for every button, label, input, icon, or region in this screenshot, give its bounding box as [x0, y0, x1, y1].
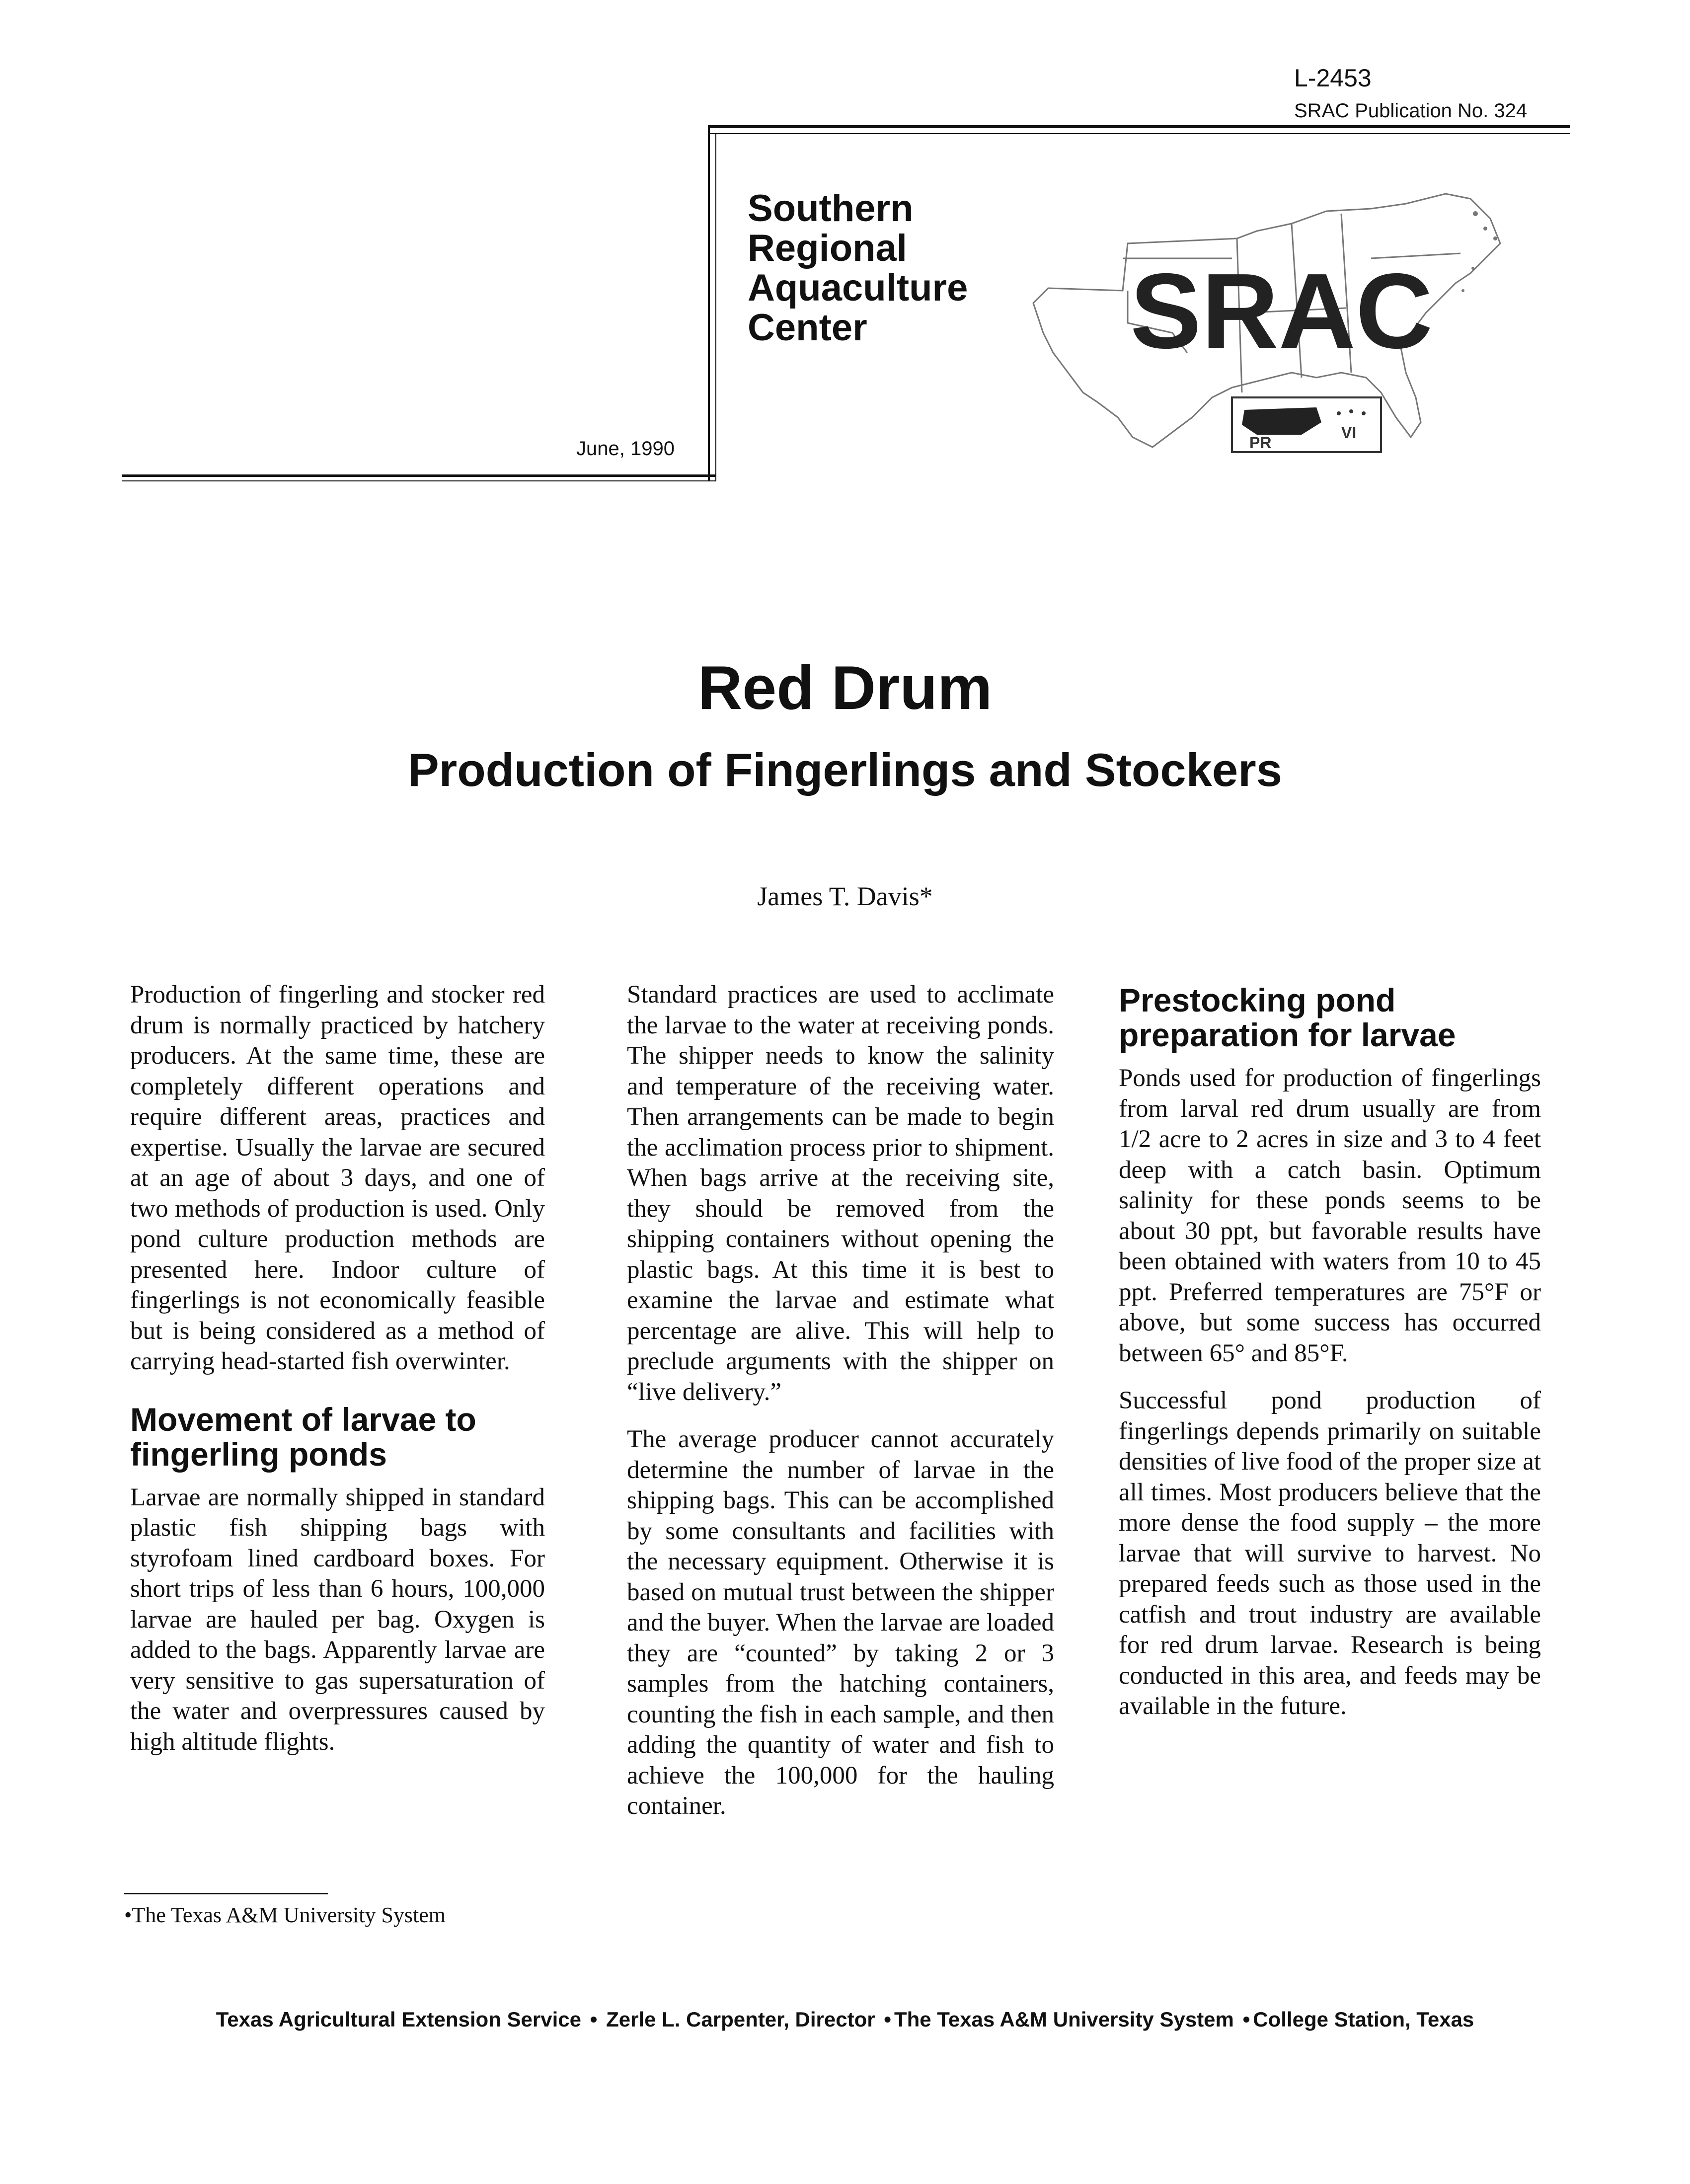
section-heading: Prestocking pond preparation for larvae	[1119, 982, 1456, 1053]
srac-logo	[1023, 184, 1520, 482]
document-title: Red Drum	[697, 654, 993, 722]
center-name-line: Southern	[748, 187, 914, 230]
column-2	[627, 980, 1054, 1822]
footnote: •The Texas A&M University System	[124, 1903, 446, 1927]
header-vertical-rule	[708, 125, 710, 480]
logo-inset-pr: PR	[1249, 434, 1272, 452]
paragraph: Larvae are normally shipped in standard plastic fish shipping bags with styrofoam lined cardboard boxes. For short trips of less than 6 hours, 100,000 larvae are hauled per bag. Oxygen is added to the bags. Apparently larvae are very sensitive to gas supersaturation of the water and overpressures caused by high altitude flights.	[130, 1483, 545, 1756]
footer-bullet: •	[884, 2008, 891, 2031]
publication-number: SRAC Publication No. 324	[1294, 100, 1528, 122]
center-name	[748, 189, 968, 348]
logo-inset-vi: VI	[1341, 424, 1357, 442]
author: James T. Davis*	[757, 881, 933, 911]
document-subtitle: Production of Fingerlings and Stockers	[407, 744, 1283, 796]
footer-location: College Station, Texas	[1253, 2008, 1474, 2031]
paragraph: Production of fingerling and stocker red drum is normally practiced by hatchery producers. At the same time, these are completely different operations and require different areas, practices and expertise. Usually the larvae are secured at an age of about 3 days, and one of two methods of production is used. Only pond culture production methods are presented here. Indoor culture of fingerlings is not economically feasible but is being considered as a method of carrying head-started fish overwinter.	[130, 981, 545, 1375]
paragraph: Ponds used for production of fingerlings from larval red drum usually are from 1/2 acre to 2 acres in size and 3 to 4 feet deep with a catch basin. Optimum salinity for these ponds seems to be about 30 ppt, but favorable results have been obtained with waters from 10 to 45 ppt. Preferred temperatures are 75°F or above, but some success has occurred between 65° and 85°F.	[1119, 1064, 1541, 1367]
column-1	[130, 980, 545, 1757]
paragraph: The average producer cannot accurately determine the number of larvae in the shipping bags. This can be accomplished by some consultants and facilities with the necessary equipment. Otherwise it is based on mutual trust between the shipper and the buyer. When the larvae are loaded they are “counted” by taking 2 or 3 samples from the hatching containers, counting the fish in each sample, and then adding the quantity of water and fish to achieve the 100,000 for the hauling container.	[627, 1425, 1054, 1820]
footer-system: The Texas A&M University System	[894, 2008, 1234, 2031]
section-heading: Movement of larvae to fingerling ponds	[130, 1401, 476, 1473]
header-vertical-rule-inner	[715, 133, 716, 481]
footer-director: Zerle L. Carpenter, Director	[606, 2008, 875, 2031]
logo-text: SRAC	[1130, 251, 1433, 371]
footnote-rule	[124, 1893, 328, 1894]
center-name-line: Aquaculture	[748, 267, 968, 309]
center-name-line: Center	[748, 307, 867, 349]
date-rule-thin	[122, 480, 716, 481]
publication-code: L-2453	[1294, 64, 1372, 92]
publication-date: June, 1990	[576, 438, 675, 460]
date-rule-thick	[122, 474, 716, 477]
column-3	[1119, 983, 1541, 1722]
footer-bullet: •	[590, 2008, 598, 2031]
footer-bullet: •	[1242, 2008, 1250, 2031]
logo-inset	[1232, 397, 1381, 452]
footer-org: Texas Agricultural Extension Service	[216, 2008, 581, 2031]
center-name-line: Regional	[748, 227, 907, 269]
header-rule-thick	[708, 125, 1570, 128]
footer	[0, 2007, 1690, 2032]
paragraph: Successful pond production of fingerlings depends primarily on suitable densities of live food of the proper size at all times. Most producers believe that the more dense the food supply – the more larvae that will survive to harvest. No prepared feeds such as those used in the catfish and trout industry are available for red drum larvae. Research is being conducted in this area, and feeds may be available in the future.	[1119, 1387, 1541, 1720]
paragraph: Standard practices are used to acclimate the larvae to the water at receiving ponds. The shipper needs to know the salinity and temperature of the receiving water. Then arrangements can be made to begin the acclimation process prior to shipment. When bags arrive at the receiving site, they should be removed from the shipping containers without opening the plastic bags. At this time it is best to examine the larvae and estimate what percentage are alive. This will help to preclude arguments with the shipper on “live delivery.”	[627, 981, 1054, 1406]
header-rule-thin	[708, 133, 1570, 134]
